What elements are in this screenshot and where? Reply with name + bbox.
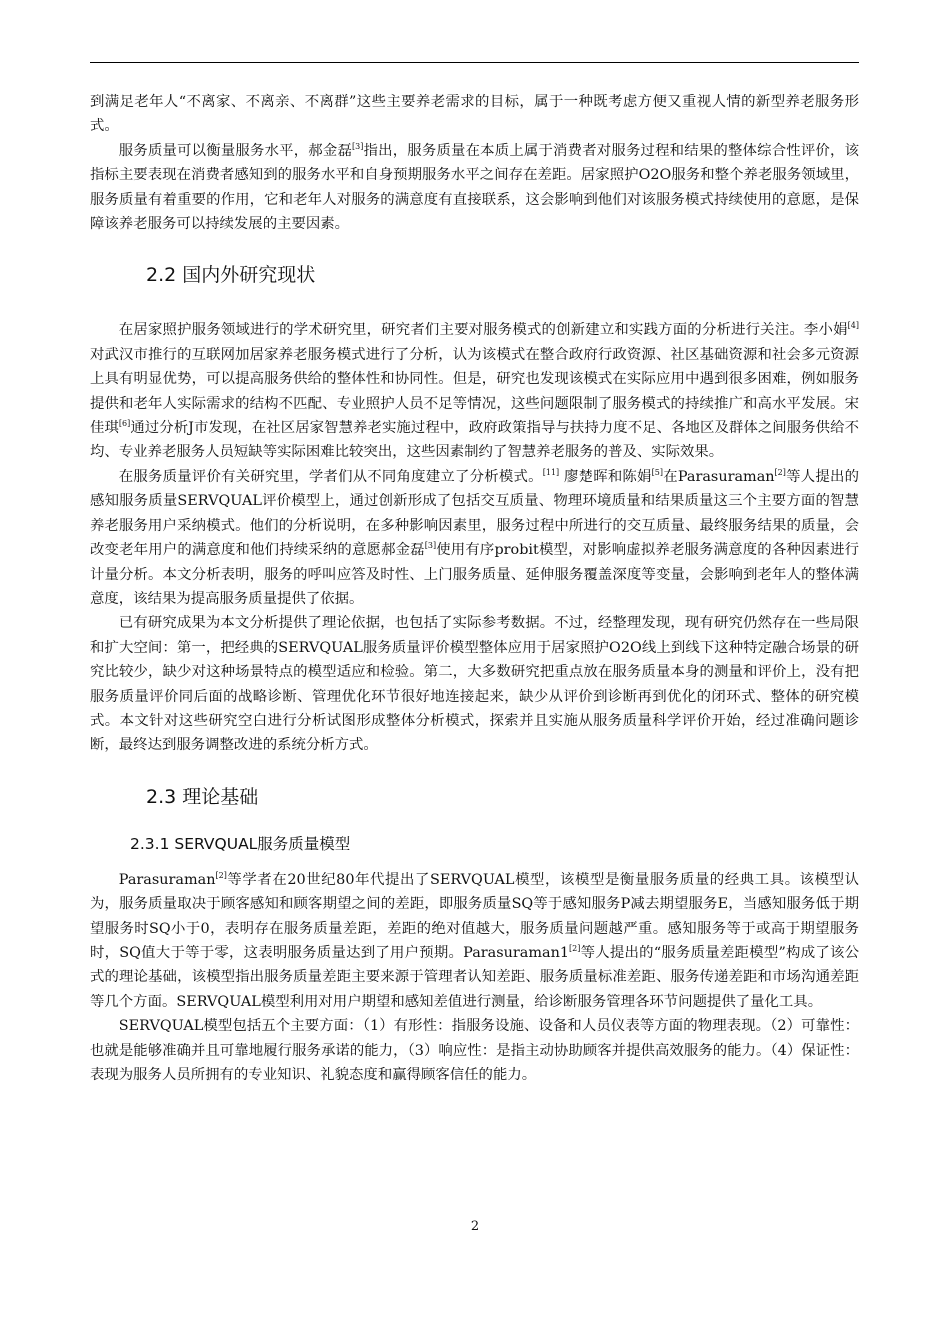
section-heading-2-2: 2.2 国内外研究现状 xyxy=(146,264,316,287)
page-number: 2 xyxy=(470,1219,480,1234)
citation: [11] xyxy=(542,467,560,477)
citation: [3] xyxy=(352,141,364,151)
intro-paragraph-2: 服务质量可以衡量服务水平，郝金磊[3]指出，服务质量在本质上属于消费者对服务过程和结果的整体综合性评价，该指标主要表现在消费者感知到的服务水平和自身预期服务水平之间存在差距。居家照护O2O服务和整个养老服务领域里，服务质量有着重要的作用，它和老年人对服务的满意度有直接联系，这会影响到他们对该服务模式持续使用的意愿，是保障该养老服务可以持续发展的主要因素。 xyxy=(90,141,859,233)
citation: [6] xyxy=(118,419,131,429)
citation: [2] xyxy=(215,870,227,880)
section-2-2-paragraph-3: 已有研究成果为本文分析提供了理论依据，也包括了实际参考数据。不过，经整理发现，现有研究仍然存在一些局限和扩大空间：第一，把经典的SERVQUAL服务质量评价模型整体应用于居家照护O2O线上到线下这种特定融合场景的研究比较少，缺少对这种场景特点的模型适应和检验。第二，大多数研究把重点放在服务质量本身的测量和评价上，没有把服务质量评价同后面的战略诊断、管理优化环节很好地连接起来，缺少从评价到诊断再到优化的闭环式、整体的研究模式。本文针对这些研究空白进行分析试图形成整体分析模式，探索并且实施从服务质量科学评价开始，经过准确问题诊断，最终达到服务调整改进的系统分析方式。 xyxy=(90,615,859,754)
citation: [5] xyxy=(651,467,664,477)
section-2-2-paragraph-1: 在居家照护服务领域进行的学术研究里，研究者们主要对服务模式的创新建立和实践方面的分析进行关注。李小娟[4]对武汉市推行的互联网加居家养老服务模式进行了分析，认为该模式在整合政府行政资源、社区基础资源和社会多元资源上具有明显优势，可以提高服务供给的整体性和协同性。但是，研究也发现该模式在实际应用中遇到很多困难，例如服务提供和老年人实际需求的结构不匹配、专业照护人员不足等情况，这些问题限制了服务模式的持续推广和高水平发展。宋佳琪[6]通过分析J市发现，在社区居家智慧养老实施过程中，政府政策指导与扶持力度不足、各地区及群体之间服务供给不均、专业养老服务人员短缺等实际困难比较突出，这些因素制约了智慧养老服务的普及、实际效果。 xyxy=(90,321,859,461)
section-2-2-paragraph-2: 在服务质量评价有关研究里，学者们从不同角度建立了分析模式。[11] 廖楚晖和陈娟[5]在Parasuraman[2]等人提出的感知服务质量SERVQUAL评价模型上，通过创新形成了包括交互质量、物理环境质量和结果质量这三个主要方面的智慧养老服务用户采纳模式。他们的分析说明，在多种影响因素里，服务过程中所进行的交互质量、最终服务结果的质量，会改变老年用户的满意度和他们持续采纳的意愿郝金磊[3]使用有序probit模型，对影响虚拟养老服务满意度的各种因素进行计量分析。本文分析表明，服务的呼叫应答及时性、上门服务质量、延伸服务覆盖深度等变量，会影响到老年人的整体满意度，该结果为提高服务质量提供了依据。 xyxy=(90,467,859,607)
citation: [2] xyxy=(569,943,581,953)
citation: [4] xyxy=(847,321,859,331)
citation: [3] xyxy=(424,541,437,551)
subsection-heading-2-3-1: 2.3.1 SERVQUAL服务质量模型 xyxy=(130,834,351,853)
section-2-3-1-paragraph-1: Parasuraman[2]等学者在20世纪80年代提出了SERVQUAL模型，该模型是衡量服务质量的经典工具。该模型认为，服务质量取决于顾客感知和顾客期望之间的差距，即服务质量SQ等于感知服务P减去期望服务E，当感知服务低于期望服务时SQ小于0，表明存在服务质量差距，差距的绝对值越大，服务质量问题越严重。感知服务等于或高于期望服务时，SQ值大于等于零，这表明服务质量达到了用户预期。Parasuraman1[2]等人提出的“服务质量差距模型”构成了该公式的理论基础，该模型指出服务质量差距主要来源于管理者认知差距、服务质量标准差距、服务传递差距和市场沟通差距等几个方面。SERVQUAL模型利用对用户期望和感知差值进行测量，给诊断服务管理各环节问题提供了量化工具。 xyxy=(90,870,859,1010)
section-2-3-1-paragraph-2: SERVQUAL模型包括五个主要方面：（1）有形性：指服务设施、设备和人员仪表等方面的物理表现。（2）可靠性：也就是能够准确并且可靠地履行服务承诺的能力，（3）响应性：是指主动协助顾客并提供高效服务的能力。（4）保证性：表现为服务人员所拥有的专业知识、礼貌态度和赢得顾客信任的能力。 xyxy=(90,1018,859,1083)
page-content xyxy=(90,90,859,1087)
section-heading-2-3: 2.3 理论基础 xyxy=(146,785,259,808)
citation: [2] xyxy=(774,467,786,477)
intro-paragraph-1: 到满足老年人“不离家、不离亲、不离群”这些主要养老需求的目标，属于一种既考虑方便又重视人情的新型养老服务形式。 xyxy=(90,94,859,135)
header-rule xyxy=(90,62,859,63)
